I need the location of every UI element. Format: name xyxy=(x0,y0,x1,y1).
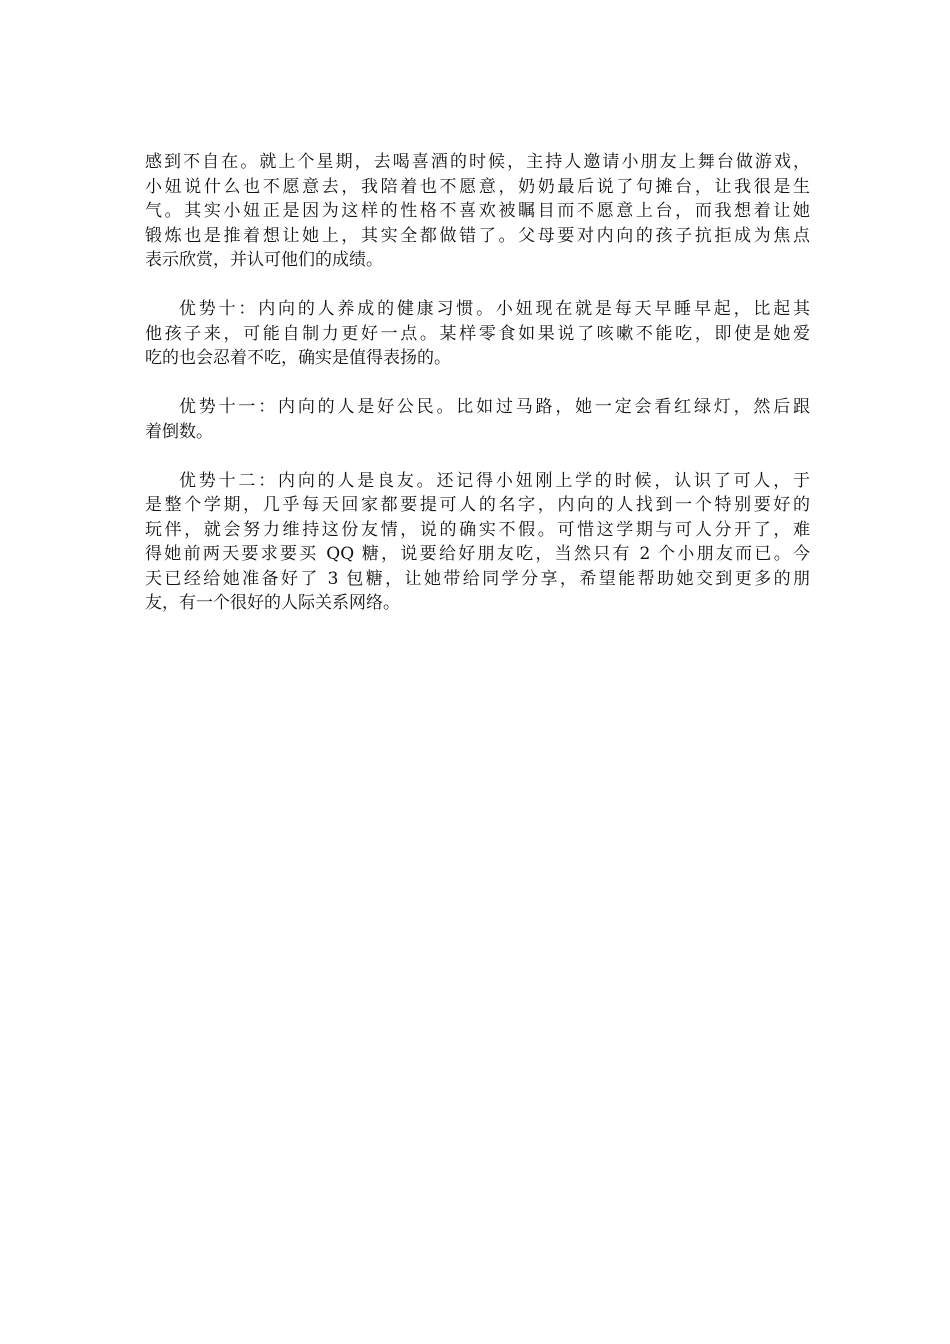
text-line: 小妞说什么也不愿意去，我陪着也不愿意，奶奶最后说了句摊台，让我很是生 xyxy=(145,176,810,197)
text-line: 着倒数。 xyxy=(145,421,213,442)
text-line: 得她前两天要求要买 QQ 糖，说要给好朋友吃，当然只有 2 个小朋友而已。今 xyxy=(145,544,810,564)
text-line: 优势十一：内向的人是好公民。比如过马路，她一定会看红绿灯，然后跟 xyxy=(179,397,810,417)
text-line: 锻炼也是推着想让她上，其实全都做错了。父母要对内向的孩子抗拒成为焦点 xyxy=(145,225,810,246)
text-line: 玩伴，就会努力维持这份友情，说的确实不假。可惜这学期与可人分开了，难 xyxy=(145,519,810,540)
text-line: 天已经给她准备好了 3 包糖，让她带给同学分享，希望能帮助她交到更多的朋 xyxy=(145,568,810,589)
paragraph-advantage-12 xyxy=(145,469,810,616)
text-line: 他孩子来，可能自制力更好一点。某样零食如果说了咳嗽不能吃，即使是她爱 xyxy=(145,323,810,344)
text-line: 优势十：内向的人养成的健康习惯。小妞现在就是每天早睡早起，比起其 xyxy=(179,299,810,319)
text-line: 吃的也会忍着不吃，确实是值得表扬的。 xyxy=(145,348,451,368)
text-line: 友，有一个很好的人际关系网络。 xyxy=(145,593,400,613)
text-line: 表示欣赏，并认可他们的成绩。 xyxy=(145,250,383,270)
document-body xyxy=(145,150,810,640)
text-line: 优势十二：内向的人是良友。还记得小妞刚上学的时候，认识了可人，于 xyxy=(179,470,810,491)
text-line: 是整个学期，几乎每天回家都要提可人的名字，内向的人找到一个特别要好的 xyxy=(145,495,810,515)
paragraph-1 xyxy=(145,150,810,273)
text-line: 气。其实小妞正是因为这样的性格不喜欢被瞩目而不愿意上台，而我想着让她 xyxy=(145,201,810,221)
paragraph-advantage-11 xyxy=(145,395,810,444)
paragraph-advantage-10 xyxy=(145,297,810,371)
text-line: 感到不自在。就上个星期，去喝喜酒的时候，主持人邀请小朋友上舞台做游戏， xyxy=(145,152,810,172)
